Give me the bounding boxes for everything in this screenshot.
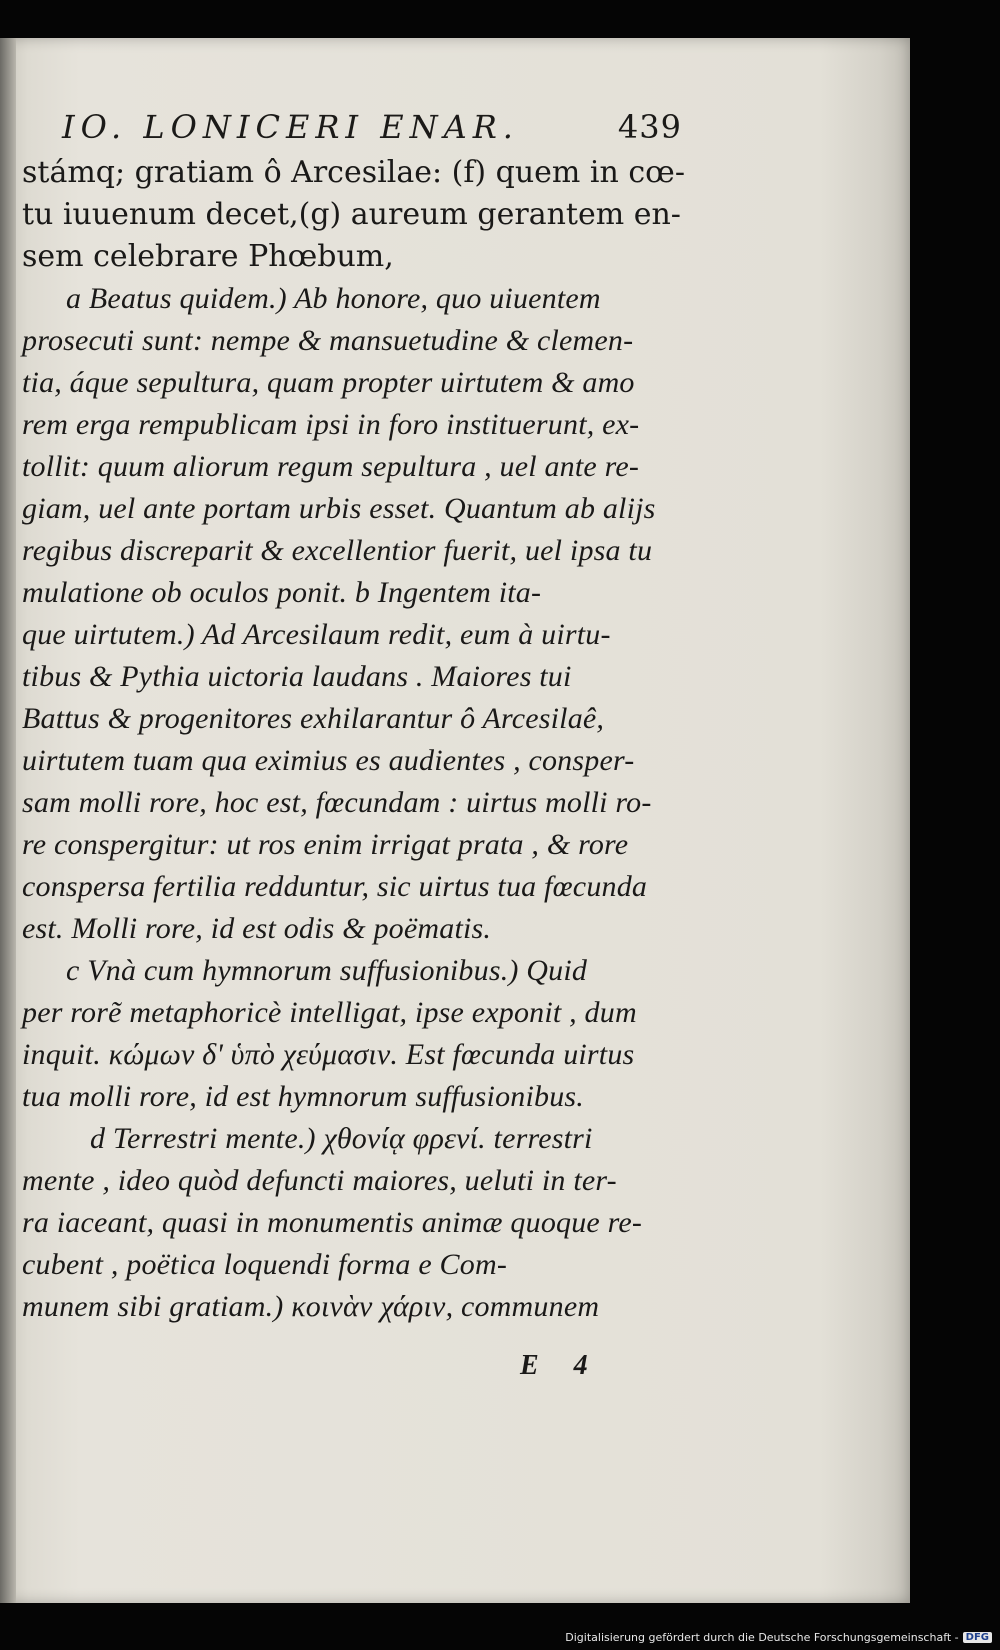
text-line: per rorẽ metaphoricè intelligat, ipse exponit , dum bbox=[22, 996, 637, 1029]
text-line: mente , ideo quòd defuncti maiores, ueluti in ter- bbox=[22, 1164, 617, 1197]
text-line: munem sibi gratiam.) κοινὰν χάριν, communem bbox=[22, 1290, 600, 1323]
running-header bbox=[62, 108, 682, 148]
text-line: re conspergitur: ut ros enim irrigat prata , & rore bbox=[22, 828, 629, 861]
dfg-logo: DFG bbox=[963, 1632, 992, 1643]
text-line: tibus & Pythia uictoria laudans . Maiores tui bbox=[22, 660, 572, 693]
page-number: 439 bbox=[617, 108, 682, 146]
text-line: c Vnà cum hymnorum suffusionibus.) Quid bbox=[66, 954, 588, 987]
text-line: Battus & progenitores exhilarantur ô Arcesilaê, bbox=[22, 702, 605, 735]
text-line: a Beatus quidem.) Ab honore, quo uiuentem bbox=[66, 282, 601, 315]
text-line: ra iaceant, quasi in monumentis animæ quoque re- bbox=[22, 1206, 643, 1239]
text-line: conspersa fertilia redduntur, sic uirtus tua fœcunda bbox=[22, 870, 648, 903]
text-line: est. Molli rore, id est odis & poëmatis. bbox=[22, 912, 492, 945]
body-text bbox=[22, 152, 685, 1328]
text-line: stámq; gratiam ô Arcesilae: (f) quem in cœ- bbox=[22, 155, 685, 190]
text-line: regibus discreparit & excellentior fuerit, uel ipsa tu bbox=[22, 534, 653, 567]
text-line: prosecuti sunt: nempe & mansuetudine & clemen- bbox=[22, 324, 634, 357]
digitization-footer bbox=[565, 1631, 992, 1644]
text-line: rem erga rempublicam ipsi in foro instituerunt, ex- bbox=[22, 408, 640, 441]
text-line: tollit: quum aliorum regum sepultura , uel ante re- bbox=[22, 450, 640, 483]
text-line: inquit. κώμων δ' ὑπὸ χεύμασιν. Est fœcunda uirtus bbox=[22, 1038, 635, 1071]
text-line: giam, uel ante portam urbis esset. Quantum ab alijs bbox=[22, 492, 656, 525]
book-page bbox=[0, 38, 910, 1603]
signature-mark: E 4 bbox=[520, 1350, 602, 1381]
text-line: cubent , poëtica loquendi forma e Com- bbox=[22, 1248, 508, 1281]
text-line: sam molli rore, hoc est, fœcundam : uirtus molli ro- bbox=[22, 786, 652, 819]
page-gutter bbox=[0, 38, 16, 1603]
text-line: d Terrestri mente.) χθονίᾳ φρενί. terrestri bbox=[90, 1122, 593, 1155]
text-line: sem celebrare Phœbum, bbox=[22, 239, 394, 274]
text-line: tia, áque sepultura, quam propter uirtutem & amo bbox=[22, 366, 635, 399]
text-line: tu iuuenum decet,(g) aureum gerantem en- bbox=[22, 197, 681, 232]
text-line: tua molli rore, id est hymnorum suffusionibus. bbox=[22, 1080, 584, 1113]
text-line: que uirtutem.) Ad Arcesilaum redit, eum à uirtu- bbox=[22, 618, 611, 651]
text-line: uirtutem tuam qua eximius es audientes , consper- bbox=[22, 744, 635, 777]
footer-credit: Digitalisierung gefördert durch die Deutsche Forschungsgemeinschaft - bbox=[565, 1631, 959, 1644]
text-line: mulatione ob oculos ponit. b Ingentem ita- bbox=[22, 576, 542, 609]
running-title: IO. LONICERI ENAR. bbox=[62, 108, 519, 146]
